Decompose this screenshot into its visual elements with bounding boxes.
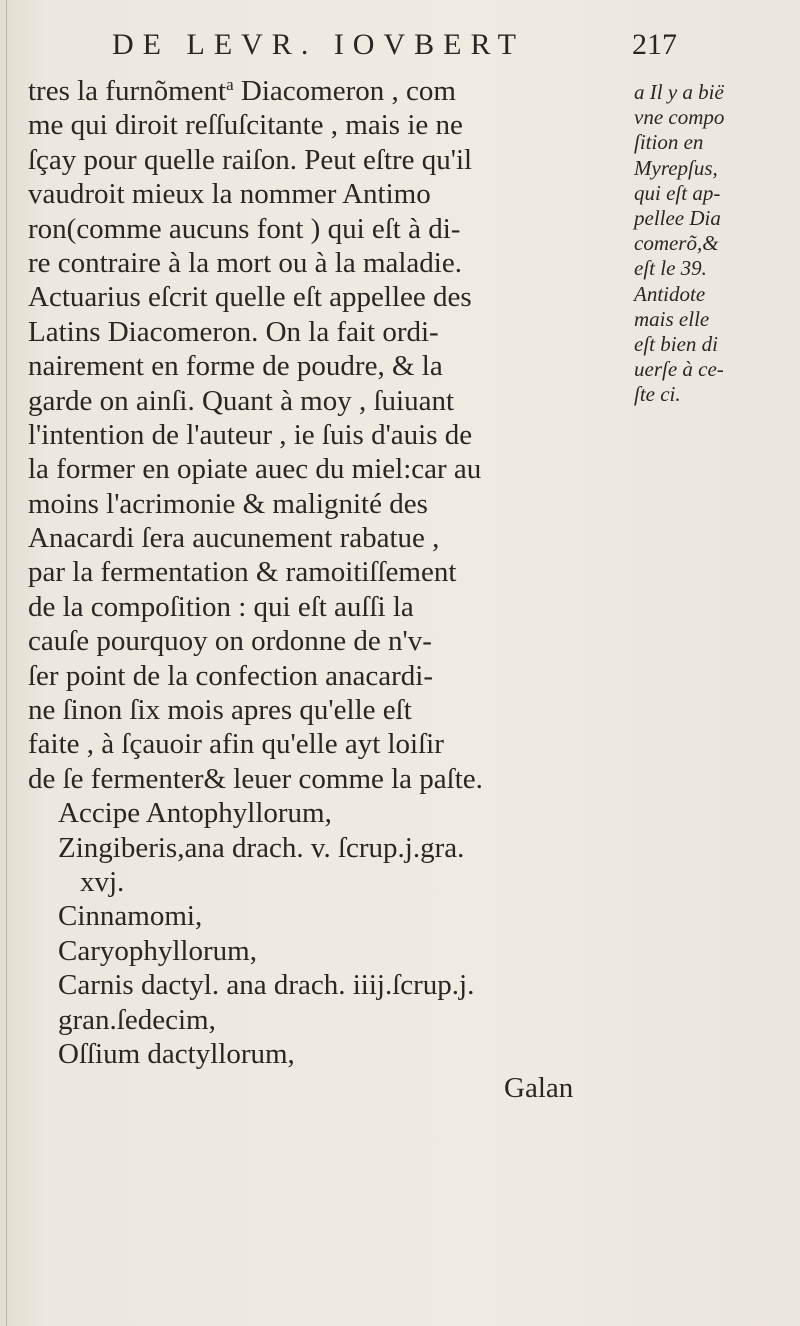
text-line: re contraire à la mort ou à la maladie. — [28, 246, 462, 279]
recipe-line: xvj. — [80, 865, 125, 898]
main-text-block — [28, 74, 628, 1106]
text-line: tres la furnõment$^a$ Diacomeron , com — [28, 75, 456, 107]
margin-note-line: ſte ci. — [634, 382, 681, 407]
text-line: l'intention de l'auteur , ie ſuis d'auis de — [28, 418, 473, 451]
margin-note-line: eſt bien di — [634, 331, 718, 356]
text-line: ſçay pour quelle raiſon. Peut eſtre qu'il — [28, 143, 473, 176]
recipe-line: Carnis dactyl. ana drach. iiij.ſcrup.j. — [58, 969, 475, 1002]
margin-note-line: Antidote — [634, 281, 706, 306]
margin-note-line: Myrepſus, — [634, 155, 718, 180]
text-line: par la fermentation & ramoitiſſement — [28, 556, 457, 589]
text-line: garde on ainſi. Quant à moy , ſuiuant — [28, 384, 455, 417]
margin-note-line: uerſe à ce- — [634, 357, 724, 382]
text-line: la former en opiate auec du miel:car au — [28, 453, 482, 486]
recipe-line: Accipe Antophyllorum, — [58, 797, 332, 830]
margin-note-line: vne compo — [634, 105, 725, 130]
margin-note-line: mais elle — [634, 306, 710, 331]
text-line: me qui diroit reſſuſcitante , mais ie ne — [28, 109, 463, 142]
recipe-line: Zingiberis,ana drach. v. ſcrup.j.gra. — [58, 831, 465, 864]
running-head-title: DE LEVR. IOVBERT — [112, 28, 526, 61]
text-line: faite , à ſçauoir afin qu'elle ayt loiſir — [28, 728, 444, 761]
text-line: cauſe pourquoy on ordonne de n'v- — [28, 625, 432, 658]
text-line: ne ſinon ſix mois apres qu'elle eſt — [28, 694, 412, 727]
recipe-line: Cinnamomi, — [58, 900, 203, 933]
margin-note-line: eſt le 39. — [634, 256, 707, 281]
recipe-line: Caryophyllorum, — [58, 934, 257, 967]
text-line: Actuarius eſcrit quelle eſt appellee des — [28, 281, 472, 314]
text-line: vaudroit mieux la nommer Antimo — [28, 178, 431, 211]
running-head — [0, 28, 800, 68]
margin-note-line: a Il y a bië — [634, 80, 724, 104]
margin-note-line: comerõ,& — [634, 231, 719, 256]
text-line: de ſe fermenter& leuer comme la paſte. — [28, 762, 483, 795]
recipe-line: gran.ſedecim, — [58, 1003, 216, 1036]
margin-note-line: ſition en — [634, 130, 704, 155]
margin-note-line: qui eſt ap- — [634, 180, 721, 205]
text-line: Latins Diacomeron. On la fait ordi- — [28, 315, 439, 348]
page-number: 217 — [632, 28, 677, 61]
text-line: nairement en forme de poudre, & la — [28, 350, 443, 383]
text-line: ſer point de la confection anacardi- — [28, 659, 433, 692]
text-line: moins l'acrimonie & malignité des — [28, 487, 428, 520]
page-gutter-edge — [6, 0, 7, 1326]
text-line: Anacardi ſera aucunement rabatue , — [28, 522, 440, 555]
marginal-note — [634, 80, 800, 407]
footnote-marker: a — [226, 75, 234, 94]
margin-note-line: pellee Dia — [634, 205, 721, 230]
recipe-line: Oſſium dactyllorum, — [58, 1037, 295, 1070]
catchword: Galan — [504, 1072, 574, 1105]
text-line: de la compoſition : qui eſt auſſi la — [28, 590, 414, 623]
text-line: ron(comme aucuns font ) qui eſt à di- — [28, 212, 461, 245]
